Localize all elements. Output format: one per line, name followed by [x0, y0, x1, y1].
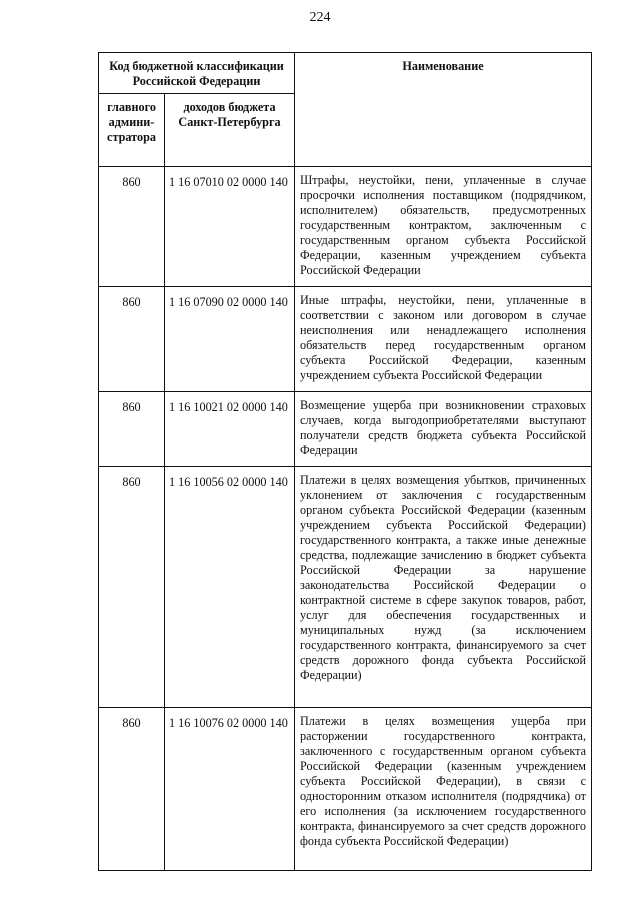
header-name: Наименование [295, 53, 592, 167]
admin-code-cell: 860 [99, 167, 165, 287]
table-row [99, 467, 592, 708]
income-name-cell: Платежи в целях возмещения убытков, причиненных уклонением от заключения с государственным органом субъекта Российской Федерации (казенным учреждением субъекта Российской Федерации) государственного контракта, а также иные денежные средства, подлежащие зачислению в бюджет субъекта Российской Федерации за нарушение законодательства Российской Федерации о контрактной системе в сфере закупок товаров, работ, услуг для обеспечения государственных и муниципальных нужд (за исключением государственного контракта, финансируемого за счет средств дорожного фонда субъекта Российской Федерации) [295, 467, 592, 708]
income-code-cell: 1 16 07010 02 0000 140 [165, 167, 295, 287]
income-name-cell: Платежи в целях возмещения ущерба при расторжении государственного контракта, заключенного с государственным органом субъекта Российской Федерации (казенным учреждением субъекта Российской Федерации), в связи с односторонним отказом исполнителя (подрядчика) от его исполнения (за исключением государственного контракта, финансируемого за счет средств дорожного фонда субъекта Российской Федерации) [295, 708, 592, 871]
income-code-cell: 1 16 10021 02 0000 140 [165, 392, 295, 467]
table-row [99, 392, 592, 467]
page-number: 224 [309, 10, 331, 25]
admin-code-cell: 860 [99, 392, 165, 467]
income-code-cell: 1 16 07090 02 0000 140 [165, 287, 295, 392]
income-name-cell: Возмещение ущерба при возникновении страховых случаев, когда выгодоприобретателями выступают получатели средств бюджета субъекта Российской Федерации [295, 392, 592, 467]
income-code-cell: 1 16 10056 02 0000 140 [165, 467, 295, 708]
admin-code-cell: 860 [99, 467, 165, 708]
income-code-cell: 1 16 10076 02 0000 140 [165, 708, 295, 871]
admin-code-cell: 860 [99, 287, 165, 392]
budget-classification-table [98, 52, 592, 871]
table-row [99, 708, 592, 871]
header-admin: главного админи-стратора [99, 94, 165, 167]
admin-code-cell: 860 [99, 708, 165, 871]
table-row [99, 287, 592, 392]
table-row [99, 167, 592, 287]
income-name-cell: Штрафы, неустойки, пени, уплаченные в случае просрочки исполнения поставщиком (подрядчиком, исполнителем) обязательств, предусмотренных государственным контрактом, заключенным с государственным органом субъекта Российской Федерации, казенным учреждением субъекта Российской Федерации [295, 167, 592, 287]
header-budget-code: Код бюджетной классификации Российской Федерации [99, 53, 295, 94]
header-income: доходов бюджета Санкт-Петербурга [165, 94, 295, 167]
table-header-row [99, 53, 592, 94]
income-name-cell: Иные штрафы, неустойки, пени, уплаченные в соответствии с законом или договором в случае неисполнения или ненадлежащего исполнения обязательств перед государственным органом субъекта Российской Федерации, казенным учреждением субъекта Российской Федерации [295, 287, 592, 392]
